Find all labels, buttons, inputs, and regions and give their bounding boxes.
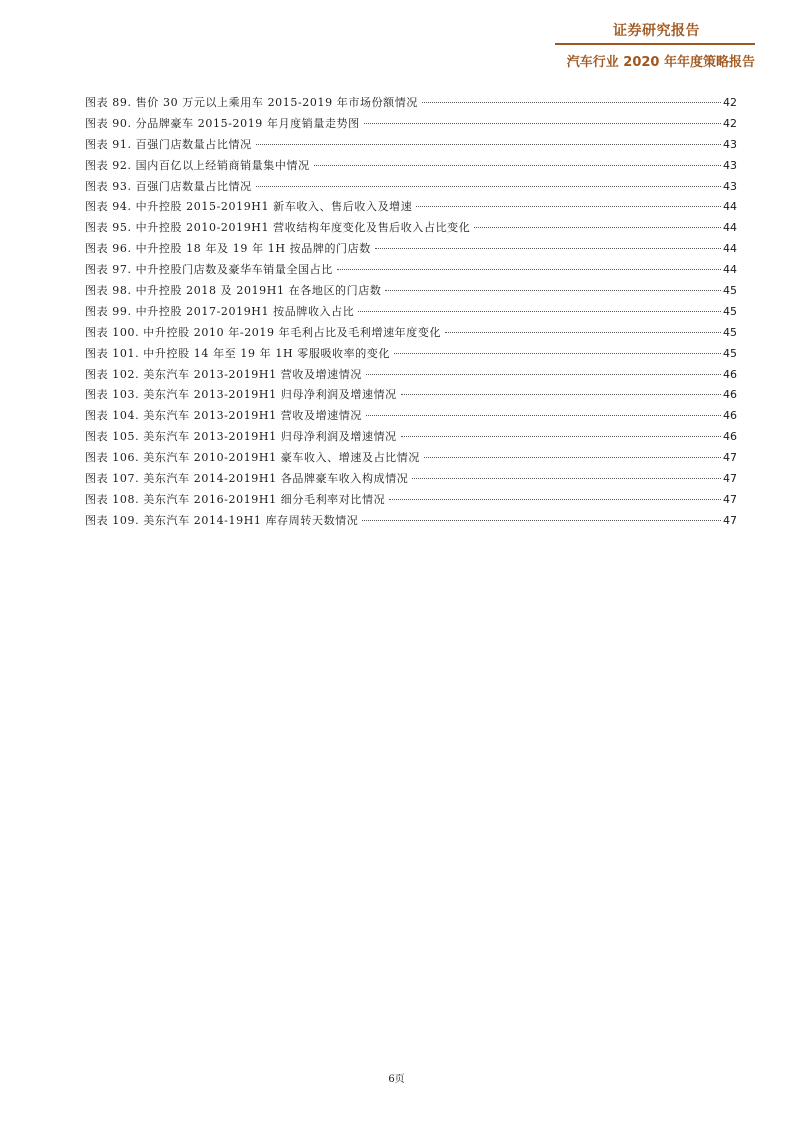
- toc-entry-label: 图表 89. 售价 30 万元以上乘用车 2015-2019 年市场份额情况: [85, 96, 418, 109]
- toc-entry-label: 图表 91. 百强门店数量占比情况: [85, 137, 252, 151]
- toc-entry-page: 44: [723, 263, 737, 277]
- dot-leader: [366, 415, 721, 416]
- toc-entry-label: 图表 103. 美东汽车 2013-2019H1 归母净利润及增速情况: [85, 388, 397, 402]
- dot-leader: [314, 165, 721, 166]
- toc-entry[interactable]: [85, 260, 737, 281]
- toc-entry[interactable]: [85, 197, 737, 218]
- dot-leader: [358, 311, 721, 312]
- toc-entry-label: 图表 98. 中升控股 2018 及 2019H1 在各地区的门店数: [85, 284, 382, 298]
- toc-entry[interactable]: [85, 156, 737, 177]
- toc-entry[interactable]: [85, 218, 737, 239]
- toc-entry-page: 45: [723, 325, 737, 339]
- toc-entry-page: 44: [723, 221, 737, 235]
- toc-entry-page: 47: [723, 472, 737, 486]
- toc-entry[interactable]: [85, 469, 737, 490]
- toc-entry[interactable]: [85, 323, 737, 344]
- dot-leader: [401, 394, 721, 395]
- toc-entry-page: 43: [723, 158, 737, 172]
- toc-entry-page: 45: [723, 304, 737, 318]
- dot-leader: [364, 123, 721, 124]
- page-header: [0, 0, 793, 80]
- toc-entry[interactable]: [85, 177, 737, 198]
- dot-leader: [256, 144, 721, 145]
- toc-entry-page: 47: [723, 451, 737, 465]
- toc-entry-page: 45: [723, 284, 737, 298]
- toc-entry-page: 42: [723, 96, 737, 109]
- toc-entry-label: 图表 96. 中升控股 18 年及 19 年 1H 按品牌的门店数: [85, 242, 371, 256]
- dot-leader: [445, 332, 721, 333]
- toc-entry-page: 45: [723, 346, 737, 360]
- toc-entry[interactable]: [85, 302, 737, 323]
- dot-leader: [394, 353, 721, 354]
- toc-entry-label: 图表 93. 百强门店数量占比情况: [85, 179, 252, 193]
- dot-leader: [412, 478, 721, 479]
- toc-entry-page: 47: [723, 492, 737, 506]
- toc-entry[interactable]: [85, 344, 737, 365]
- toc-entry-label: 图表 101. 中升控股 14 年至 19 年 1H 零服吸收率的变化: [85, 346, 391, 360]
- toc-entry-page: 46: [723, 388, 737, 402]
- toc-entry-label: 图表 92. 国内百亿以上经销商销量集中情况: [85, 158, 310, 172]
- toc-entry-label: 图表 97. 中升控股门店数及豪华车销量全国占比: [85, 263, 333, 277]
- dot-leader: [385, 290, 721, 291]
- toc-entry[interactable]: [85, 385, 737, 406]
- toc-entry[interactable]: [85, 511, 737, 532]
- dot-leader: [401, 436, 721, 437]
- toc-entry-label: 图表 95. 中升控股 2010-2019H1 营收结构年度变化及售后收入占比变化: [85, 221, 471, 235]
- toc-entry-page: 42: [723, 116, 737, 130]
- toc-entry[interactable]: [85, 490, 737, 511]
- dot-leader: [256, 186, 721, 187]
- dot-leader: [424, 457, 721, 458]
- toc-entry-label: 图表 105. 美东汽车 2013-2019H1 归母净利润及增速情况: [85, 430, 397, 444]
- toc-entry-label: 图表 106. 美东汽车 2010-2019H1 豪车收入、增速及占比情况: [85, 451, 420, 465]
- toc-entry-label: 图表 99. 中升控股 2017-2019H1 按品牌收入占比: [85, 304, 355, 318]
- toc-entry-page: 46: [723, 367, 737, 381]
- dot-leader: [416, 206, 721, 207]
- toc-entry-page: 44: [723, 200, 737, 214]
- toc-entry-label: 图表 90. 分品牌豪车 2015-2019 年月度销量走势图: [85, 116, 360, 130]
- toc-entry-page: 44: [723, 242, 737, 256]
- dot-leader: [422, 102, 721, 103]
- toc-entry-page: 47: [723, 513, 737, 527]
- toc-entry[interactable]: [85, 281, 737, 302]
- toc-entry[interactable]: [85, 135, 737, 156]
- toc-entry[interactable]: [85, 365, 737, 386]
- toc-entry[interactable]: [85, 239, 737, 260]
- toc-entry-page: 46: [723, 409, 737, 423]
- toc-entry-label: 图表 104. 美东汽车 2013-2019H1 营收及增速情况: [85, 409, 362, 423]
- toc-entry[interactable]: [85, 114, 737, 135]
- toc-entry-label: 图表 94. 中升控股 2015-2019H1 新车收入、售后收入及增速: [85, 200, 413, 214]
- dot-leader: [375, 248, 721, 249]
- toc-entry-page: 43: [723, 179, 737, 193]
- toc-entry[interactable]: [85, 406, 737, 427]
- toc-entry-label: 图表 108. 美东汽车 2016-2019H1 细分毛利率对比情况: [85, 492, 386, 506]
- dot-leader: [337, 269, 721, 270]
- page-number: 6页: [388, 1074, 405, 1085]
- toc-entry-label: 图表 100. 中升控股 2010 年-2019 年毛利占比及毛利增速年度变化: [85, 325, 442, 339]
- toc-entry[interactable]: [85, 93, 737, 114]
- toc-entry-label: 图表 109. 美东汽车 2014-19H1 库存周转天数情况: [85, 513, 359, 527]
- report-subtitle: 汽车行业 2020 年年度策略报告: [566, 55, 755, 70]
- report-type-title: 证券研究报告: [613, 23, 700, 39]
- toc-entry-page: 43: [723, 137, 737, 151]
- header-divider: [555, 43, 755, 45]
- dot-leader: [362, 520, 721, 521]
- toc-entry-page: 46: [723, 430, 737, 444]
- toc-entry-label: 图表 102. 美东汽车 2013-2019H1 营收及增速情况: [85, 367, 362, 381]
- figure-table-of-contents: [85, 93, 737, 532]
- toc-entry-label: 图表 107. 美东汽车 2014-2019H1 各品牌豪车收入构成情况: [85, 472, 409, 486]
- toc-entry[interactable]: [85, 448, 737, 469]
- toc-entry[interactable]: [85, 427, 737, 448]
- dot-leader: [474, 227, 721, 228]
- dot-leader: [366, 374, 721, 375]
- dot-leader: [389, 499, 721, 500]
